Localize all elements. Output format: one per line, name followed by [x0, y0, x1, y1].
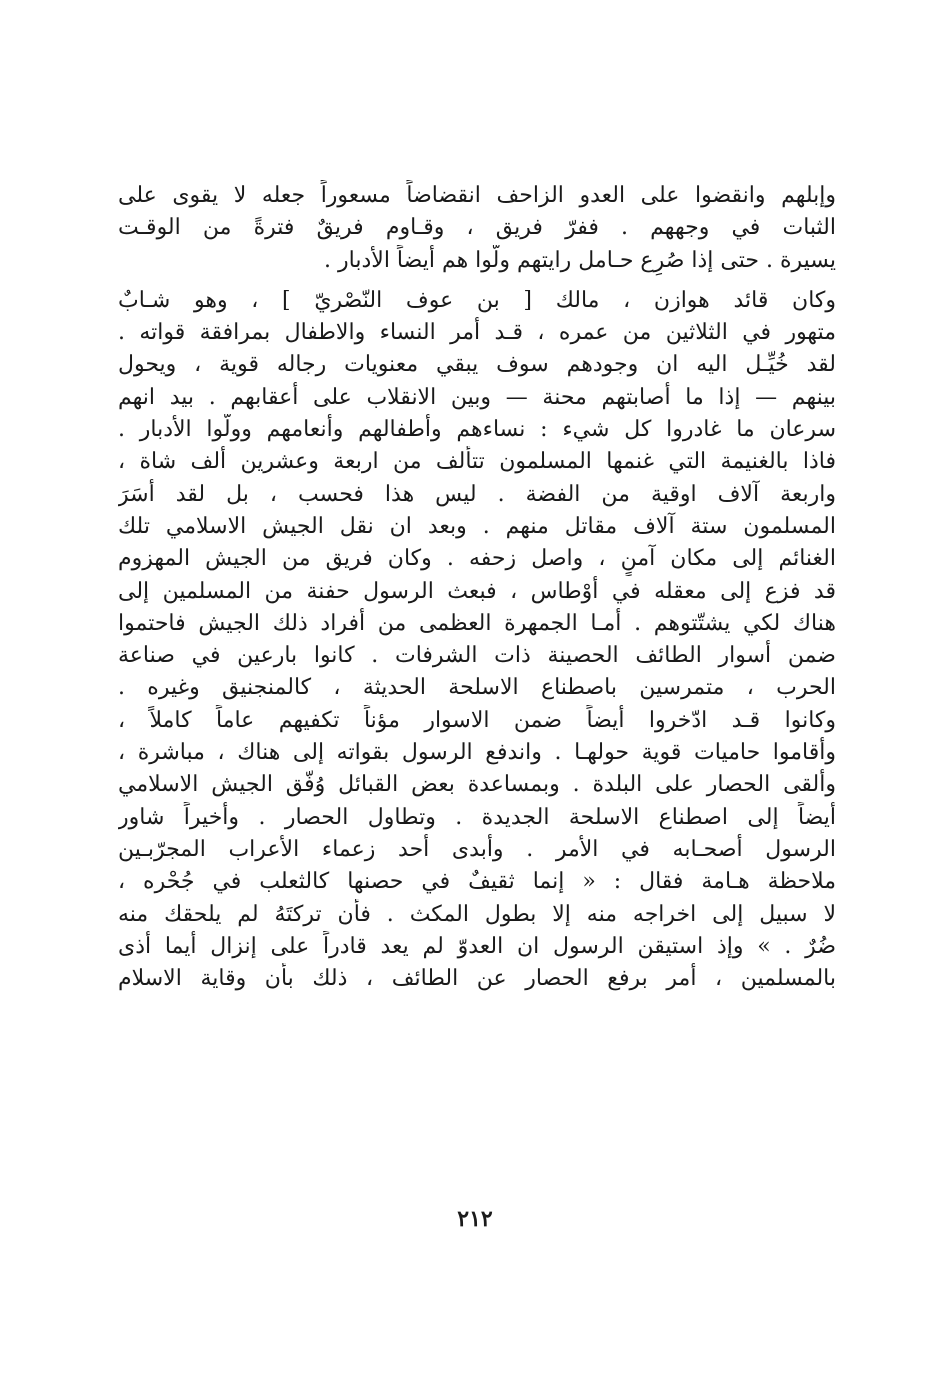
text-line: الحرب ، متمرسين باصطناع الاسلحة الحديثة ، كالمنجنيق وغيره .	[118, 675, 836, 701]
text-line: يسيرة . حتى إذا صُرِع حـامل رايتهم ولّوا هم أيضاً الأدبار .	[324, 247, 836, 273]
text-line: الغنائم إلى مكان آمنٍ ، واصل زحفه . وكان فريق من الجيش المهزوم	[118, 546, 836, 572]
paragraph-gap	[118, 277, 836, 285]
text-line: سرعان ما غادروا كل شيء : نساءهم وأطفالهم وأنعامهم وولّوا الأدبار .	[118, 417, 836, 443]
text-line: وكان قائد هوازن ، مالك [ بن عوف النّصْريّ ] ، وهو شـابٌ	[118, 287, 836, 313]
page-number: ٢١٢	[457, 1206, 493, 1232]
text-line: الرسول أصحـابه في الأمر . وأبدى أحد زعماء الأعراب المجرّبـين	[118, 836, 836, 862]
text-line: ضُرٌ . » وإذ استيقن الرسول ان العدوّ لم يعد قادراً على إنزال أيما أذى	[118, 933, 836, 959]
text-line: لقد خُيِّـل اليه ان وجودهم سوف يبقي معنويات رجاله قوية ، ويحول	[118, 352, 836, 378]
text-line: قد فزع إلى معقله في أَوْطاس ، فبعث الرسول حفنة من المسلمين إلى	[118, 578, 836, 604]
text-line: هناك لكي يشتّتوهم . أمـا الجمهرة العظمى من أفراد ذلك الجيش فاحتموا	[118, 610, 836, 636]
text-line: بينهم — إذا ما أصابتهم محنة — وبين الانقلاب على أعقابهم . بيد انهم	[118, 384, 836, 410]
text-line: ملاحظة هـامة فقال : « إنما ثقيفٌ في حصنها كالثعلب في جُحْره ،	[118, 869, 836, 895]
text-line: الثبات في وجههم . ففرّ فريق ، وقـاوم فريقٌ فترةً من الوقـت	[118, 215, 836, 241]
text-line: المسلمون ستة آلاف مقاتل منهم . وبعد ان نقل الجيش الاسلامي تلك	[118, 513, 836, 539]
text-line: وألقى الحصار على البلدة . وبمساعدة بعض القبائل وُفّق الجيش الاسلامي	[118, 772, 836, 798]
text-line: واربعة آلاف اوقية من الفضة . ليس هذا فحسب ، بل لقد أسَرَ	[118, 481, 836, 507]
text-line: ضمن أسوار الطائف الحصينة ذات الشرفات . كانوا بارعين في صناعة	[118, 643, 836, 669]
text-line: وإبلهم وانقضوا على العدو الزاحف انقضاضاً مسعوراً جعله لا يقوى على	[118, 183, 836, 208]
text-line: أيضاً إلى اصطناع الاسلحة الجديدة . وتطاول الحصار . وأخيراً شاور	[118, 804, 836, 830]
text-line: فاذا بالغنيمة التي غنمها المسلمون تتألف من اربعة وعشرين ألف شاة ،	[118, 449, 836, 475]
text-line: لا سبيل إلى اخراجه منه إلا بطول المكث . فأن تركتَهُ لم يلحقك منه	[118, 901, 836, 927]
body-text	[118, 180, 836, 995]
text-line: وأقاموا حاميات قوية حولهـا . واندفع الرسول بقواته إلى هناك ، مباشرة ،	[118, 740, 836, 766]
text-line: بالمسلمين ، أمر برفع الحصار عن الطائف ، ذلك بأن وقاية الاسلام	[118, 966, 836, 992]
text-line: متهور في الثلاثين من عمره ، قـد أمر النساء والاطفال بمرافقة قواته .	[118, 320, 836, 346]
text-line: وكانوا قـد ادّخروا أيضاً ضمن الاسوار مؤناً تكفيهم عاماً كاملاً ،	[118, 707, 836, 733]
